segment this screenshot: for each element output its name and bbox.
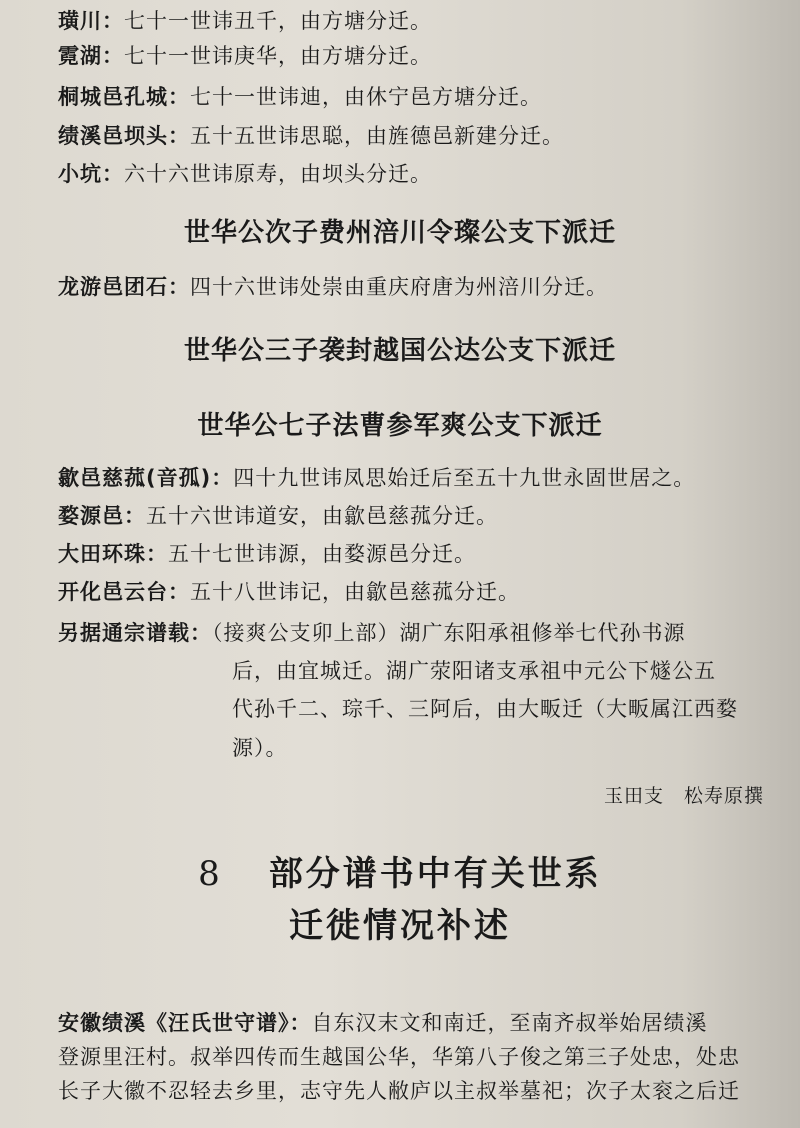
entry-text: 四十六世讳处崇由重庆府唐为州涪川分迁。 (190, 275, 608, 299)
entry-line: 歙邑慈菰(音孤)：四十九世讳凤思始迁后至五十九世永固世居之。 (58, 466, 696, 490)
entry-line: 霓湖：七十一世讳庚华，由方塘分迁。 (58, 44, 432, 68)
entry-label: 绩溪邑坝头 (58, 124, 168, 148)
paragraph-line: 安徽绩溪《汪氏世守谱》：自东汉末文和南迁，至南齐叔举始居绩溪 (58, 1011, 708, 1035)
entry-text: 四十九世讳凤思始迁后至五十九世永固世居之。 (233, 466, 696, 490)
entry-text: 七十一世讳庚华，由方塘分迁。 (124, 44, 432, 68)
chapter-number: 8 (198, 854, 223, 894)
entry-label: 璜川 (58, 9, 102, 33)
entry-line: 桐城邑孔城：七十一世讳迪，由休宁邑方塘分迁。 (58, 85, 542, 109)
note-line: 另据通宗谱载：（接爽公支卯上部）湖广东阳承祖修举七代孙书源 (58, 621, 686, 645)
entry-text: 七十一世讳迪，由休宁邑方塘分迁。 (190, 85, 542, 109)
entry-text: 五十七世讳源，由婺源邑分迁。 (168, 542, 476, 566)
entry-label: 龙游邑团石 (58, 275, 168, 299)
entry-line: 开化邑云台：五十八世讳记，由歙邑慈菰分迁。 (58, 580, 520, 604)
paragraph-label: 安徽绩溪《汪氏世守谱》 (58, 1011, 290, 1035)
entry-line: 小坑：六十六世讳原寿，由坝头分迁。 (58, 162, 432, 186)
signature: 玉田支 松寿原撰 (603, 785, 764, 807)
entry-label: 开化邑云台 (58, 580, 168, 604)
entry-text: 五十五世讳思聪，由旌德邑新建分迁。 (190, 124, 564, 148)
entry-text: 六十六世讳原寿，由坝头分迁。 (124, 162, 432, 186)
entry-label: 小坑 (58, 162, 102, 186)
entry-label: 桐城邑孔城 (58, 85, 168, 109)
section-heading: 世华公三子袭封越国公达公支下派迁 (183, 336, 616, 366)
section-heading: 世华公次子费州涪川令璨公支下派迁 (183, 218, 616, 248)
entry-label: 歙邑慈菰(音孤) (58, 466, 212, 490)
entry-label: 霓湖 (58, 44, 102, 68)
entry-line: 大田环珠：五十七世讳源，由婺源邑分迁。 (58, 542, 476, 566)
paragraph-line: 长子大徽不忍轻去乡里，志守先人敝庐以主叔举墓祀；次子太衮之后迁 (58, 1079, 740, 1103)
note-text: （接爽公支卯上部）湖广东阳承祖修举七代孙书源 (212, 621, 686, 645)
note-line: 源）。 (232, 736, 288, 760)
entry-text: 五十八世讳记，由歙邑慈菰分迁。 (190, 580, 520, 604)
entry-text: 七十一世讳丑千，由方塘分迁。 (124, 9, 432, 33)
entry-line: 婺源邑：五十六世讳道安，由歙邑慈菰分迁。 (58, 504, 498, 528)
note-line: 代孙千二、琮千、三阿后，由大畈迁（大畈属江西婺 (232, 697, 738, 721)
entry-label: 婺源邑 (58, 504, 124, 528)
chapter-title-line2: 迁徙情况补述 (289, 906, 511, 946)
entry-line: 璜川：七十一世讳丑千，由方塘分迁。 (58, 9, 432, 33)
entry-line: 绩溪邑坝头：五十五世讳思聪，由旌德邑新建分迁。 (58, 124, 564, 148)
note-label: 另据通宗谱载 (58, 621, 190, 645)
paragraph-line: 登源里汪村。叔举四传而生越国公华，华第八子俊之第三子处忠，处忠 (58, 1045, 740, 1069)
entry-line: 龙游邑团石：四十六世讳处崇由重庆府唐为州涪川分迁。 (58, 275, 608, 299)
note-line: 后，由宜城迁。湖广荥阳诸支承祖中元公下燧公五 (232, 659, 716, 683)
chapter-title (0, 846, 800, 895)
section-heading: 世华公七子法曹参军爽公支下派迁 (197, 411, 603, 441)
entry-text: 五十六世讳道安，由歙邑慈菰分迁。 (146, 504, 498, 528)
chapter-title-line1: 部分谱书中有关世系 (268, 854, 602, 894)
entry-label: 大田环珠 (58, 542, 146, 566)
